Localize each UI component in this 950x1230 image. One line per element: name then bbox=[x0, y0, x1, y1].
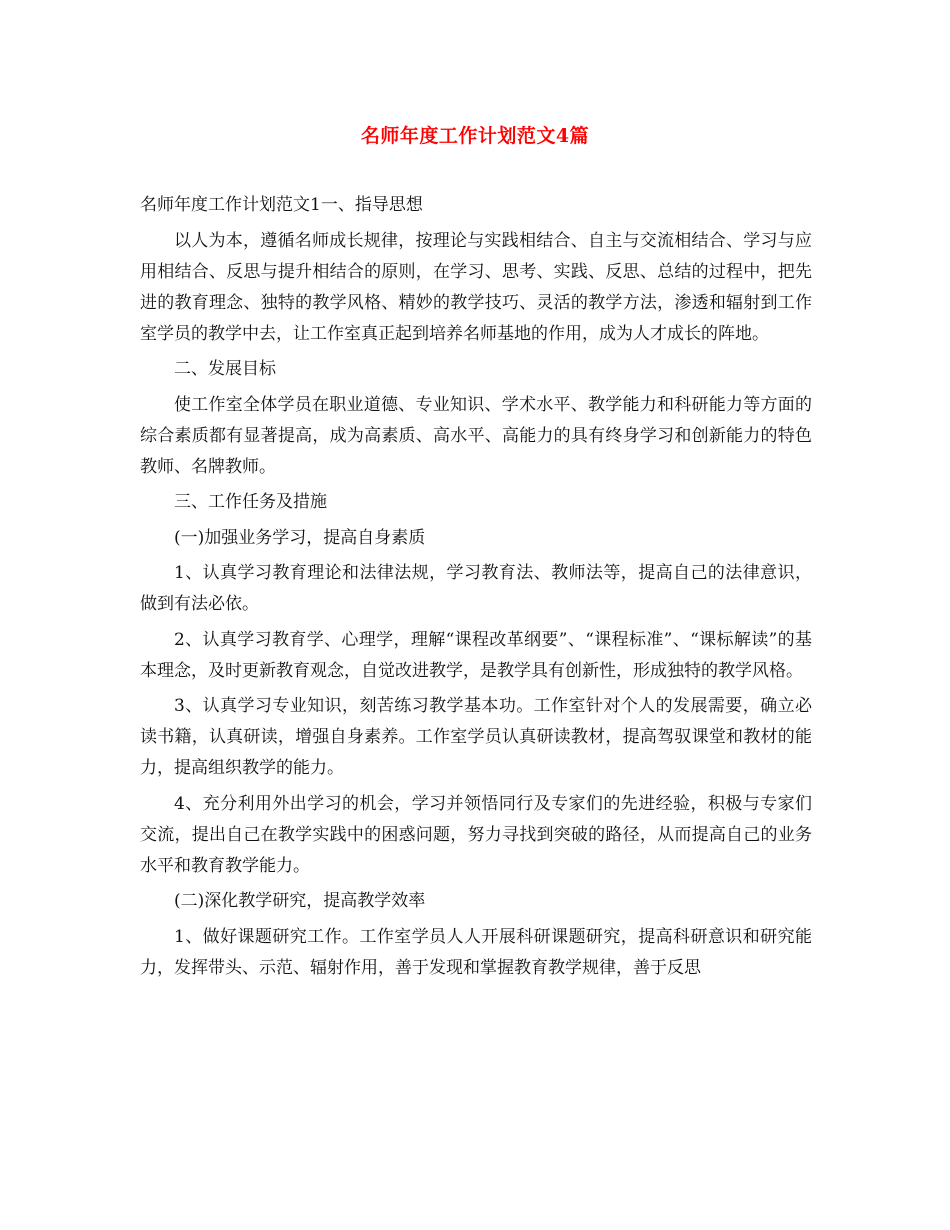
subsection-heading-research: (二)深化教学研究，提高教学效率 bbox=[174, 891, 426, 911]
paragraph-research-1: 1、做好课题研究工作。工作室学员人人开展科研课题研究，提高科研意识和研究能力，发挥带头、示范、辐射作用，善于发现和掌握教育教学规律，善于反思 bbox=[140, 926, 812, 978]
document-body bbox=[140, 190, 812, 988]
section-heading-tasks: 三、工作任务及措施 bbox=[174, 492, 327, 512]
intro-line bbox=[140, 190, 812, 221]
paragraph-guiding-thought: 以人为本，遵循名师成长规律，按理论与实践相结合、自主与交流相结合、学习与应用相结合、反思与提升相结合的原则，在学习、思考、实践、反思、总结的过程中，把先进的教育理念、独特的教学风格、精妙的教学技巧、灵活的教学方法，渗透和辐射到工作室学员的教学中去，让工作室真正起到培养名师基地的作用，成为人才成长的阵地。 bbox=[140, 230, 812, 344]
intro-heading: 一、指导思想 bbox=[320, 195, 423, 215]
paragraph-study-1: 1、认真学习教育理论和法律法规，学习教育法、教师法等，提高自己的法律意识，做到有法必依。 bbox=[140, 563, 812, 614]
paragraph-study-2: 2、认真学习教育学、心理学，理解“课程改革纲要”、“课程标准”、“课标解读”的基本理念，及时更新教育观念，自觉改进教学，是教学具有创新性，形成独特的教学风格。 bbox=[140, 629, 812, 681]
document-title: 名师年度工作计划范文4篇 bbox=[360, 125, 590, 147]
subsection-heading-study: (一)加强业务学习，提高自身素质 bbox=[174, 527, 426, 548]
intro-label: 名师年度工作计划范文1 bbox=[140, 195, 321, 215]
section-heading-goals: 二、发展目标 bbox=[174, 359, 276, 379]
paragraph-study-4: 4、充分利用外出学习的机会，学习并领悟同行及专家们的先进经验，积极与专家们交流，提出自己在教学实践中的困惑问题，努力寻找到突破的路径，从而提高自己的业务水平和教育教学能力。 bbox=[140, 793, 812, 876]
paragraph-goals: 使工作室全体学员在职业道德、专业知识、学术水平、教学能力和科研能力等方面的综合素质都有显著提高，成为高素质、高水平、高能力的具有终身学习和创新能力的特色教师、名牌教师。 bbox=[140, 394, 812, 477]
paragraph-study-3: 3、认真学习专业知识，刻苦练习教学基本功。工作室针对个人的发展需要，确立必读书籍，认真研读，增强自身素养。工作室学员认真研读教材，提高驾驭课堂和教材的能力，提高组织教学的能力。 bbox=[140, 696, 812, 778]
